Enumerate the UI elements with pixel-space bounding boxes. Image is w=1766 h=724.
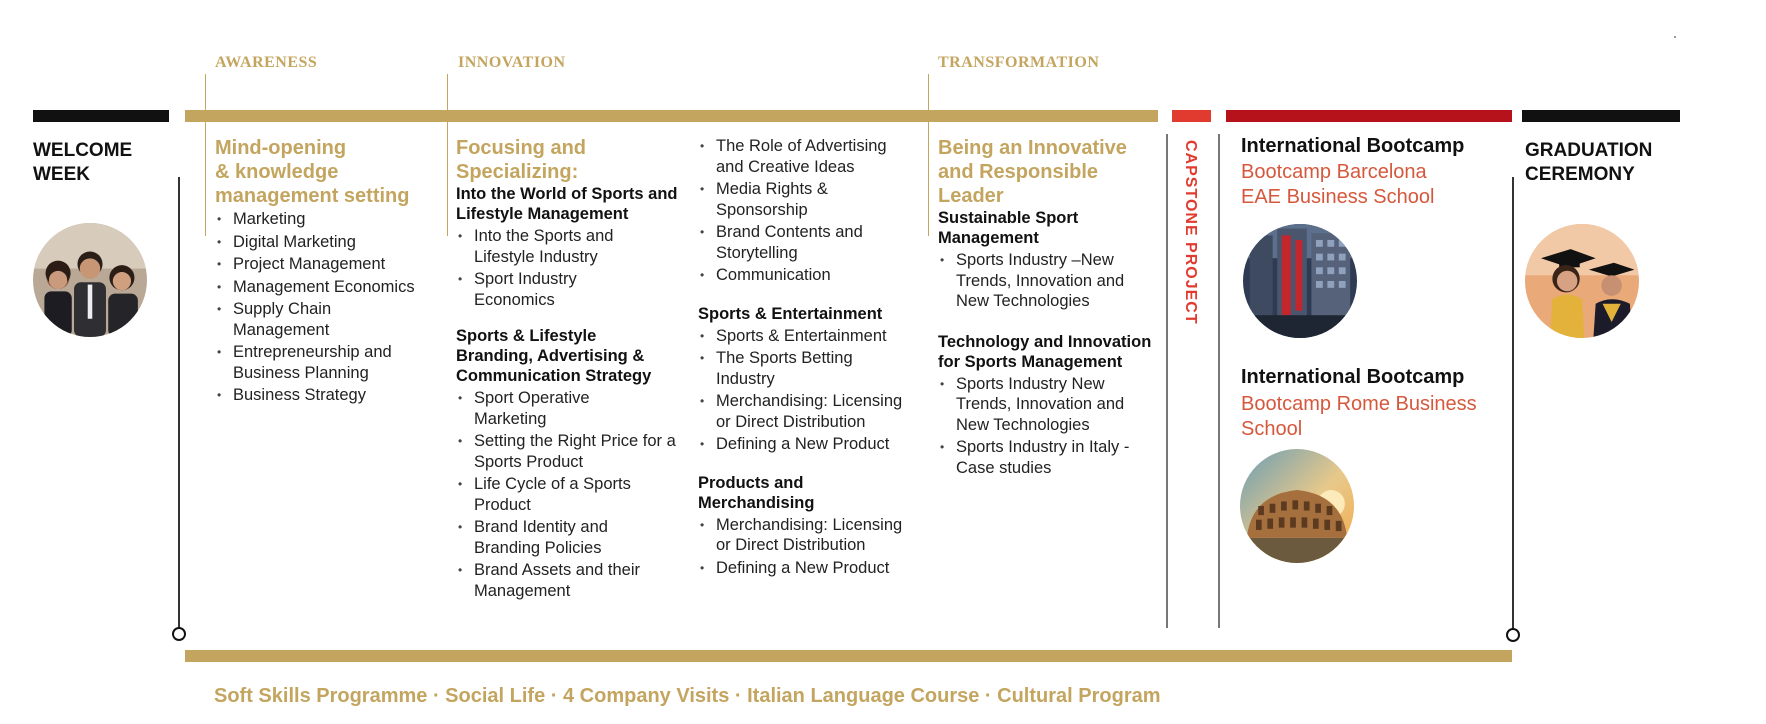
barcelona-photo: [1243, 224, 1357, 338]
col2-section1-title: Into the World of Sports and Lifestyle Management: [456, 185, 678, 223]
list-item: • Management Economics: [215, 277, 435, 298]
welcome-timeline-line: [178, 177, 180, 633]
col4-section1-list: [938, 250, 1158, 312]
list-item: • Life Cycle of a Sports Product: [456, 474, 636, 515]
phase-innovation: INNOVATION: [458, 54, 566, 71]
list-item: • Brand Assets and their Management: [456, 560, 646, 601]
col1-list: [215, 209, 435, 406]
capstone-project-label: CAPSTONE PROJECT: [1182, 140, 1199, 325]
col2-section2-list: [456, 388, 678, 601]
awareness-divider: [205, 74, 206, 236]
col3-section2-title: Sports & Entertainment: [698, 304, 883, 323]
capstone-left-line: [1166, 134, 1168, 628]
list-item: • Merchandising: Licensing or Direct Distribution: [698, 391, 916, 432]
list-item: • Communication: [698, 265, 916, 286]
transformation-divider: [928, 74, 929, 236]
col4-title: Being an Innovative and Responsible Leader: [938, 137, 1127, 207]
phases-bar: [185, 110, 1158, 122]
col3-section2-list: [698, 326, 916, 455]
list-item: • Sports Industry –New Trends, Innovation and New Technologies: [938, 250, 1138, 312]
bootcamp-left-line: [1218, 134, 1220, 628]
col2-section2-title: Sports & Lifestyle Branding, Advertising & Communication Strategy: [456, 327, 652, 385]
list-item: • Brand Contents and Storytelling: [698, 222, 868, 263]
list-item: • The Sports Betting Industry: [698, 348, 858, 389]
col4-section2-title: Technology and Innovation for Sports Management: [938, 332, 1152, 371]
col3-section1-list: [698, 136, 916, 286]
graduation-timeline-line: [1512, 177, 1514, 629]
list-item: • Brand Identity and Branding Policies: [456, 517, 626, 558]
list-item: • Into the Sports and Lifestyle Industry: [456, 226, 636, 267]
capstone-bar: [1172, 110, 1211, 122]
col4-section1-title: Sustainable Sport Management: [938, 209, 1079, 247]
list-item: • Sports Industry New Trends, Innovation and New Technologies: [938, 374, 1138, 436]
phase-transformation: TRANSFORMATION: [938, 54, 1100, 71]
list-item: • Business Strategy: [215, 385, 435, 406]
bootcamp2-title: International Bootcamp: [1241, 366, 1465, 388]
col3-section3-list: [698, 515, 916, 579]
bootcamp2-line2: School: [1241, 418, 1303, 440]
graduation-photo: [1525, 224, 1639, 338]
list-item: • Merchandising: Licensing or Direct Distribution: [698, 515, 916, 556]
awareness-column: [215, 136, 435, 408]
list-item: • Media Rights & Sponsorship: [698, 179, 848, 220]
list-item: • Sport Industry Economics: [456, 269, 616, 310]
list-item: • Sports & Entertainment: [698, 326, 916, 347]
list-item: • Marketing: [215, 209, 435, 230]
bootcamp-bar: [1226, 110, 1512, 122]
col4-section2-list: [938, 374, 1158, 479]
list-item: • Project Management: [215, 254, 435, 275]
transformation-column: [938, 136, 1158, 480]
graduation-ceremony-title: GRADUATION CEREMONY: [1525, 140, 1653, 185]
bootcamp-barcelona: [1241, 134, 1511, 210]
rome-photo: [1240, 449, 1354, 563]
list-item: • Sport Operative Marketing: [456, 388, 626, 429]
bottom-bar: [185, 650, 1512, 662]
innovation-divider: [447, 74, 448, 236]
innovation-column-1: [456, 136, 678, 603]
phase-awareness: AWARENESS: [215, 54, 318, 71]
list-item: • Setting the Right Price for a Sports Product: [456, 431, 678, 472]
col1-title: Mind-opening & knowledge management setting: [215, 137, 410, 207]
col2-title: Focusing and Specializing:: [456, 137, 586, 183]
welcome-bar: [33, 110, 169, 122]
col3-section3-title: Products and Merchandising: [698, 473, 815, 512]
bootcamp1-line2: EAE Business School: [1241, 186, 1435, 208]
bootcamp1-title: International Bootcamp: [1241, 135, 1465, 157]
footer-activities: Soft Skills Programme · Social Life · 4 Company Visits · Italian Language Course · Cultural Program: [214, 685, 1161, 707]
graduation-bar: [1522, 110, 1680, 122]
bootcamp2-line1: Bootcamp Rome Business: [1241, 393, 1477, 415]
list-item: • Entrepreneurship and Business Planning: [215, 342, 415, 383]
list-item: • Digital Marketing: [215, 232, 435, 253]
timeline-start-marker: [172, 627, 186, 641]
list-item: • Sports Industry in Italy - Case studies: [938, 437, 1138, 478]
bootcamp-rome: [1241, 365, 1511, 442]
welcome-week-title: WELCOME WEEK: [33, 140, 133, 185]
list-item: • Defining a New Product: [698, 558, 916, 579]
decorative-dot: [1674, 36, 1676, 38]
list-item: • The Role of Advertising and Creative Ideas: [698, 136, 898, 177]
bootcamp1-line1: Bootcamp Barcelona: [1241, 161, 1427, 183]
timeline-end-marker: [1506, 628, 1520, 642]
innovation-column-2: [698, 136, 916, 580]
list-item: • Supply Chain Management: [215, 299, 395, 340]
list-item: • Defining a New Product: [698, 434, 916, 455]
col2-section1-list: [456, 226, 678, 310]
welcome-photo: [33, 223, 147, 337]
